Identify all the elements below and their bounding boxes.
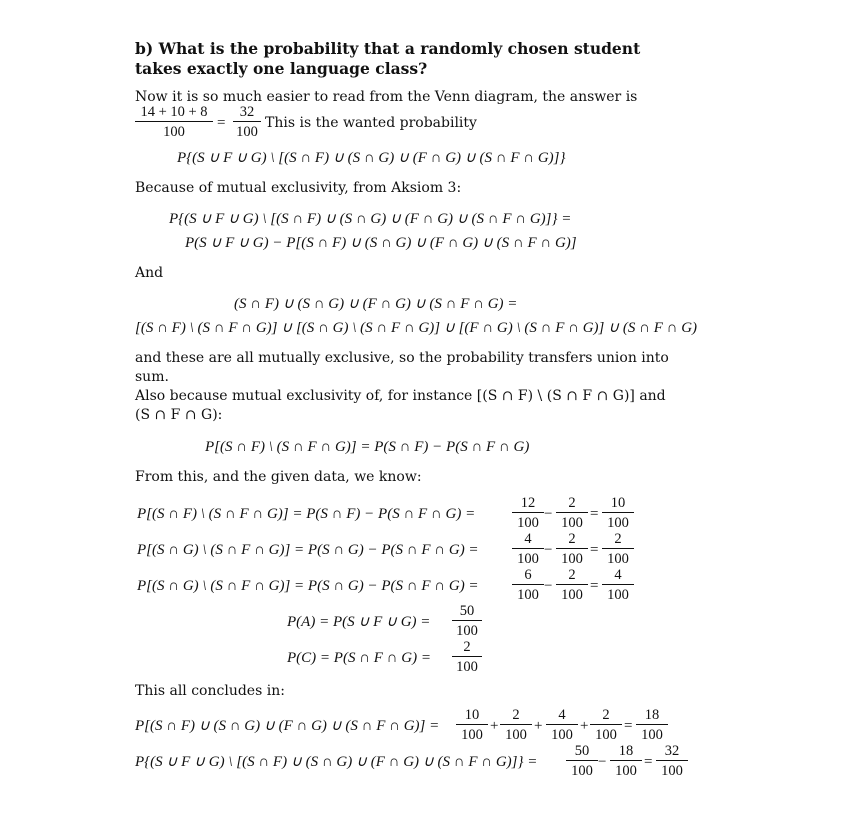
given-row-1-formula: P[(S ∩ F) \ (S ∩ F ∩ G)] = P(S ∩ F) − P(S ∩ F ∩ G) =: [137, 506, 476, 522]
exclusive-text-line-1: and these are all mutually exclusive, so the probability transfers union into: [135, 350, 669, 366]
aksiom-formula-line-2: P(S ∪ F ∪ G) − P[(S ∩ F) ∪ (S ∩ G) ∪ (F ∩ G) ∪ (S ∩ F ∩ G)]: [185, 235, 577, 251]
conclusion-line-2-fraction-1: $\frac{50}{100}$: [566, 743, 598, 779]
given-row-1-fraction-c: $\frac{10}{100}$: [602, 495, 634, 531]
aksiom-text: Because of mutual exclusivity, from Aksiom 3:: [135, 180, 462, 196]
given-row-1-fraction-b: $\frac{2}{100}$: [556, 495, 588, 531]
conclusion-text: This all concludes in:: [135, 683, 285, 699]
minus-sign: −: [544, 578, 553, 594]
union-formula-line-2: [(S ∩ F) \ (S ∩ F ∩ G)] ∪ [(S ∩ G) \ (S ∩ F ∩ G)] ∪ [(F ∩ G) \ (S ∩ F ∩ G)] ∪ (S ∩ F ∩ G): [135, 320, 698, 336]
plus-sign: +: [580, 718, 589, 734]
given-row-3-fraction-c: $\frac{4}{100}$: [602, 567, 634, 603]
given-row-3-formula: P[(S ∩ G) \ (S ∩ F ∩ G)] = P(S ∩ G) − P(S ∩ F ∩ G) =: [137, 578, 479, 594]
aksiom-formula-line-1: P{(S ∪ F ∪ G) \ [(S ∩ F) ∪ (S ∩ G) ∪ (F ∩ G) ∪ (S ∩ F ∩ G)]} =: [169, 211, 572, 227]
equals-sign: =: [590, 506, 599, 522]
exclusive-formula: P[(S ∩ F) \ (S ∩ F ∩ G)] = P(S ∩ F) − P(S ∩ F ∩ G): [205, 439, 530, 455]
probability-a-formula: P(A) = P(S ∪ F ∪ G) =: [287, 614, 431, 630]
question-heading-line-2: takes exactly one language class?: [135, 59, 428, 78]
given-row-2-fraction-a: $\frac{4}{100}$: [512, 531, 544, 567]
conclusion-line-1-fraction-5: $\frac{18}{100}$: [636, 707, 668, 743]
intro-text: Now it is so much easier to read from the Venn diagram, the answer is: [135, 89, 638, 105]
given-row-2-fraction-c: $\frac{2}{100}$: [602, 531, 634, 567]
given-row-2-fraction-b: $\frac{2}{100}$: [556, 531, 588, 567]
wanted-probability-text: This is the wanted probability: [265, 115, 477, 131]
and-text: And: [135, 265, 164, 281]
conclusion-line-1-fraction-3: $\frac{4}{100}$: [546, 707, 578, 743]
wanted-probability-formula: P{(S ∪ F ∪ G) \ [(S ∩ F) ∪ (S ∩ G) ∪ (F ∩ G) ∪ (S ∩ F ∩ G)]}: [177, 150, 566, 166]
union-formula-line-1: (S ∩ F) ∪ (S ∩ G) ∪ (F ∩ G) ∪ (S ∩ F ∩ G) =: [234, 296, 518, 312]
conclusion-line-2-fraction-2: $\frac{18}{100}$: [610, 743, 642, 779]
fraction-numerator: 32: [233, 104, 261, 122]
fraction-denominator: 100: [236, 124, 258, 140]
given-row-3-fraction-a: $\frac{6}{100}$: [512, 567, 544, 603]
plus-sign: +: [534, 718, 543, 734]
conclusion-line-2-formula: P{(S ∪ F ∪ G) \ [(S ∩ F) ∪ (S ∩ G) ∪ (F ∩ G) ∪ (S ∩ F ∩ G)]} =: [135, 754, 538, 770]
probability-a-fraction: $\frac{50}{100}$: [452, 603, 482, 639]
fraction-numerator: 14 + 10 + 8: [135, 104, 213, 122]
conclusion-line-2-fraction-3: $\frac{32}{100}$: [656, 743, 688, 779]
question-heading-line-1: b) What is the probability that a randomly chosen student: [135, 39, 641, 58]
conclusion-line-1-fraction-1: $\frac{10}{100}$: [456, 707, 488, 743]
equals-sign: =: [590, 578, 599, 594]
probability-c-formula: P(C) = P(S ∩ F ∩ G) =: [287, 650, 431, 666]
equals-sign: =: [644, 754, 653, 770]
exclusive-text-line-2: sum.: [135, 369, 169, 385]
conclusion-line-1-fraction-2: $\frac{2}{100}$: [500, 707, 532, 743]
given-row-2-formula: P[(S ∩ G) \ (S ∩ F ∩ G)] = P(S ∩ G) − P(S ∩ F ∩ G) =: [137, 542, 479, 558]
answer-fraction-sum: [135, 104, 213, 140]
equals-sign: =: [590, 542, 599, 558]
answer-fraction-result: [233, 104, 261, 140]
given-data-text: From this, and the given data, we know:: [135, 469, 422, 485]
equals-sign: =: [624, 718, 633, 734]
given-row-3-fraction-b: $\frac{2}{100}$: [556, 567, 588, 603]
minus-sign: −: [544, 506, 553, 522]
exclusive-text-line-3: Also because mutual exclusivity of, for instance [(S ∩ F) \ (S ∩ F ∩ G)] and: [135, 388, 666, 404]
conclusion-line-1-fraction-4: $\frac{2}{100}$: [590, 707, 622, 743]
minus-sign: −: [544, 542, 553, 558]
fraction-denominator: 100: [163, 124, 185, 140]
given-row-1-fraction-a: $\frac{12}{100}$: [512, 495, 544, 531]
conclusion-line-1-formula: P[(S ∩ F) ∪ (S ∩ G) ∪ (F ∩ G) ∪ (S ∩ F ∩ G)] =: [135, 718, 440, 734]
equals-sign: =: [217, 115, 226, 131]
exclusive-text-line-4: (S ∩ F ∩ G):: [135, 407, 223, 423]
probability-c-fraction: $\frac{2}{100}$: [452, 639, 482, 675]
plus-sign: +: [490, 718, 499, 734]
minus-sign: −: [598, 754, 607, 770]
